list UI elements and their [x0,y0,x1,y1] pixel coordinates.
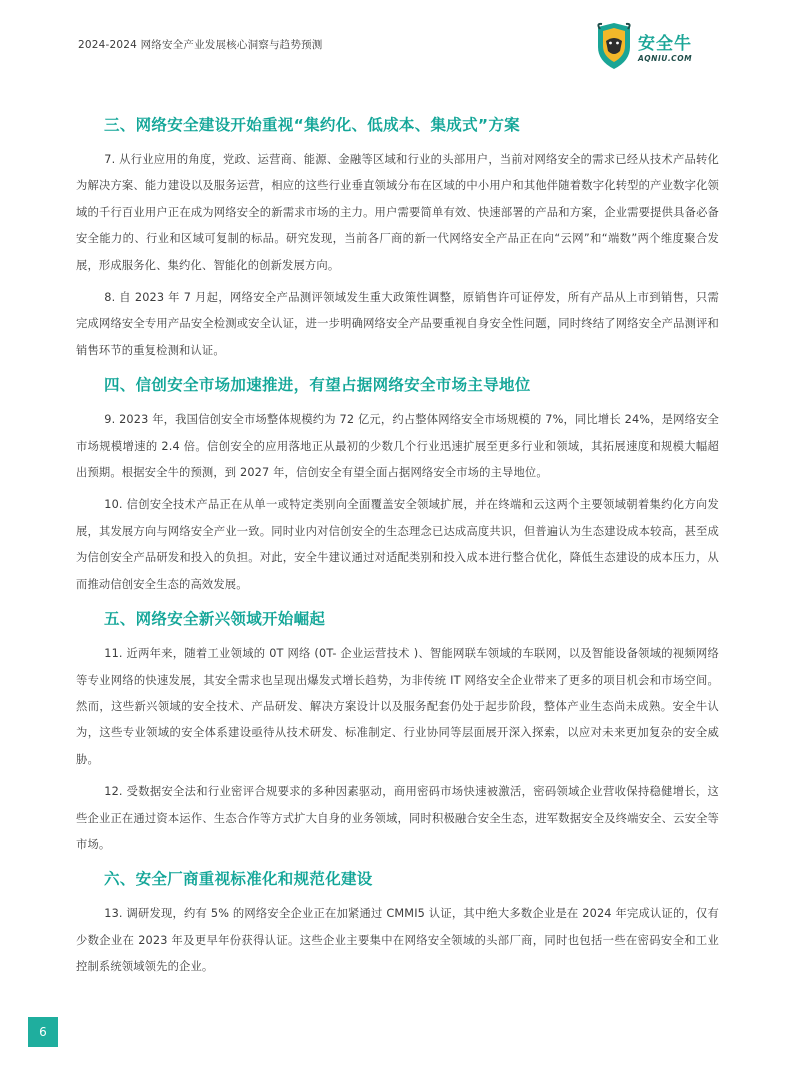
bull-shield-icon [594,21,634,71]
section-3 [76,114,719,364]
section-heading: 三、网络安全建设开始重视“集约化、低成本、集成式”方案 [104,116,520,134]
paragraph: 8. 自 2023 年 7 月起，网络安全产品测评领域发生重大政策性调整，原销售许可证停发，所有产品从上市到销售，只需完成网络安全专用产品安全检测或安全认证，进一步明确网络安全产品要重视自身安全性问题，同时终结了网络安全产品测评和销售环节的重复检测和认证。 [76,291,719,357]
header-title: 2024-2024 网络安全产业发展核心洞察与趋势预测 [78,39,323,51]
logo-text: 安全牛 [638,34,692,54]
paragraph: 13. 调研发现，约有 5% 的网络安全企业正在加紧通过 CMMI5 认证，其中绝大多数企业是在 2024 年完成认证的，仅有少数企业在 2023 年及更早年份获得认证。这些企业主要集中在网络安全领域的头部厂商，同时也包括一些在密码安全和工业控制系统领域领先的企业。 [76,907,719,974]
section-5 [76,608,719,858]
section-6 [76,868,719,980]
paragraph: 7. 从行业应用的角度，党政、运营商、能源、金融等区域和行业的头部用户，当前对网络安全的需求已经从技术产品转化为解决方案、能力建设以及服务运营，相应的这些行业垂直领域分布在区域的中小用户和其他伴随着数字化转型的产业数字化领域的千行百业用户正在成为网络安全的新需求市场的主力。用户需要简单有效、快速部署的产品和方案，企业需要提供具备必备安全能力的、行业和区域可复制的标品。研究发现，当前各厂商的新一代网络安全产品正在向“云网”和“端数”两个维度聚合发展，形成服务化、集约化、智能化的创新发展方向。 [76,153,719,272]
paragraph: 9. 2023 年，我国信创安全市场整体规模约为 72 亿元，约占整体网络安全市场规模的 7%，同比增长 24%，是网络安全市场规模增速的 2.4 倍。信创安全的应用落地正从最初的少数几个行业迅速扩展至更多行业和领域，其拓展速度和规模大幅超出预期。根据安全牛的预测，到 2027 年，信创安全有望全面占据网络安全市场的主导地位。 [76,413,719,480]
section-heading: 四、信创安全市场加速推进，有望占据网络安全市场主导地位 [104,376,531,395]
section-4 [76,374,719,598]
logo-subtext: AQNIU.COM [638,54,693,63]
paragraph: 11. 近两年来，随着工业领域的 0T 网络 (0T- 企业运营技术 )、智能网联车领域的车联网，以及智能设备领域的视频网络等专业网络的快速发展，其安全需求也呈现出爆发式增长趋势，为非传统 IT 网络安全企业带来了更多的项目机会和市场空间。然而，这些新兴领域的安全技术、产品研发、解决方案设计以及服务配套仍处于起步阶段，整体产业生态尚未成熟。安全牛认为，这些专业领域的安全体系建设亟待从技术研发、标准制定、行业协同等层面展开深入探索，以应对未来更加复杂的安全威胁。 [76,647,719,766]
section-heading: 五、网络安全新兴领域开始崛起 [104,610,326,629]
section-heading: 六、安全厂商重视标准化和规范化建设 [104,870,373,889]
document-body [76,104,719,987]
page-number: 6 [28,1017,58,1047]
paragraph: 12. 受数据安全法和行业密评合规要求的多种因素驱动，商用密码市场快速被激活，密码领域企业营收保持稳健增长，这些企业正在通过资本运作、生态合作等方式扩大自身的业务领域，同时积极融合安全生态，进军数据安全及终端安全、云安全等市场。 [76,785,719,851]
brand-logo [594,21,704,73]
paragraph: 10. 信创安全技术产品正在从单一或特定类别向全面覆盖安全领域扩展，并在终端和云这两个主要领域朝着集约化方向发展，其发展方向与网络安全产业一致。同时业内对信创安全的生态理念已达成高度共识，但普遍认为生态建设成本较高，甚至成为信创安全产品研发和投入的负担。对此，安全牛建议通过对适配类别和投入成本进行整合优化，降低生态建设的成本压力，从而推动信创安全生态的高效发展。 [76,498,719,591]
